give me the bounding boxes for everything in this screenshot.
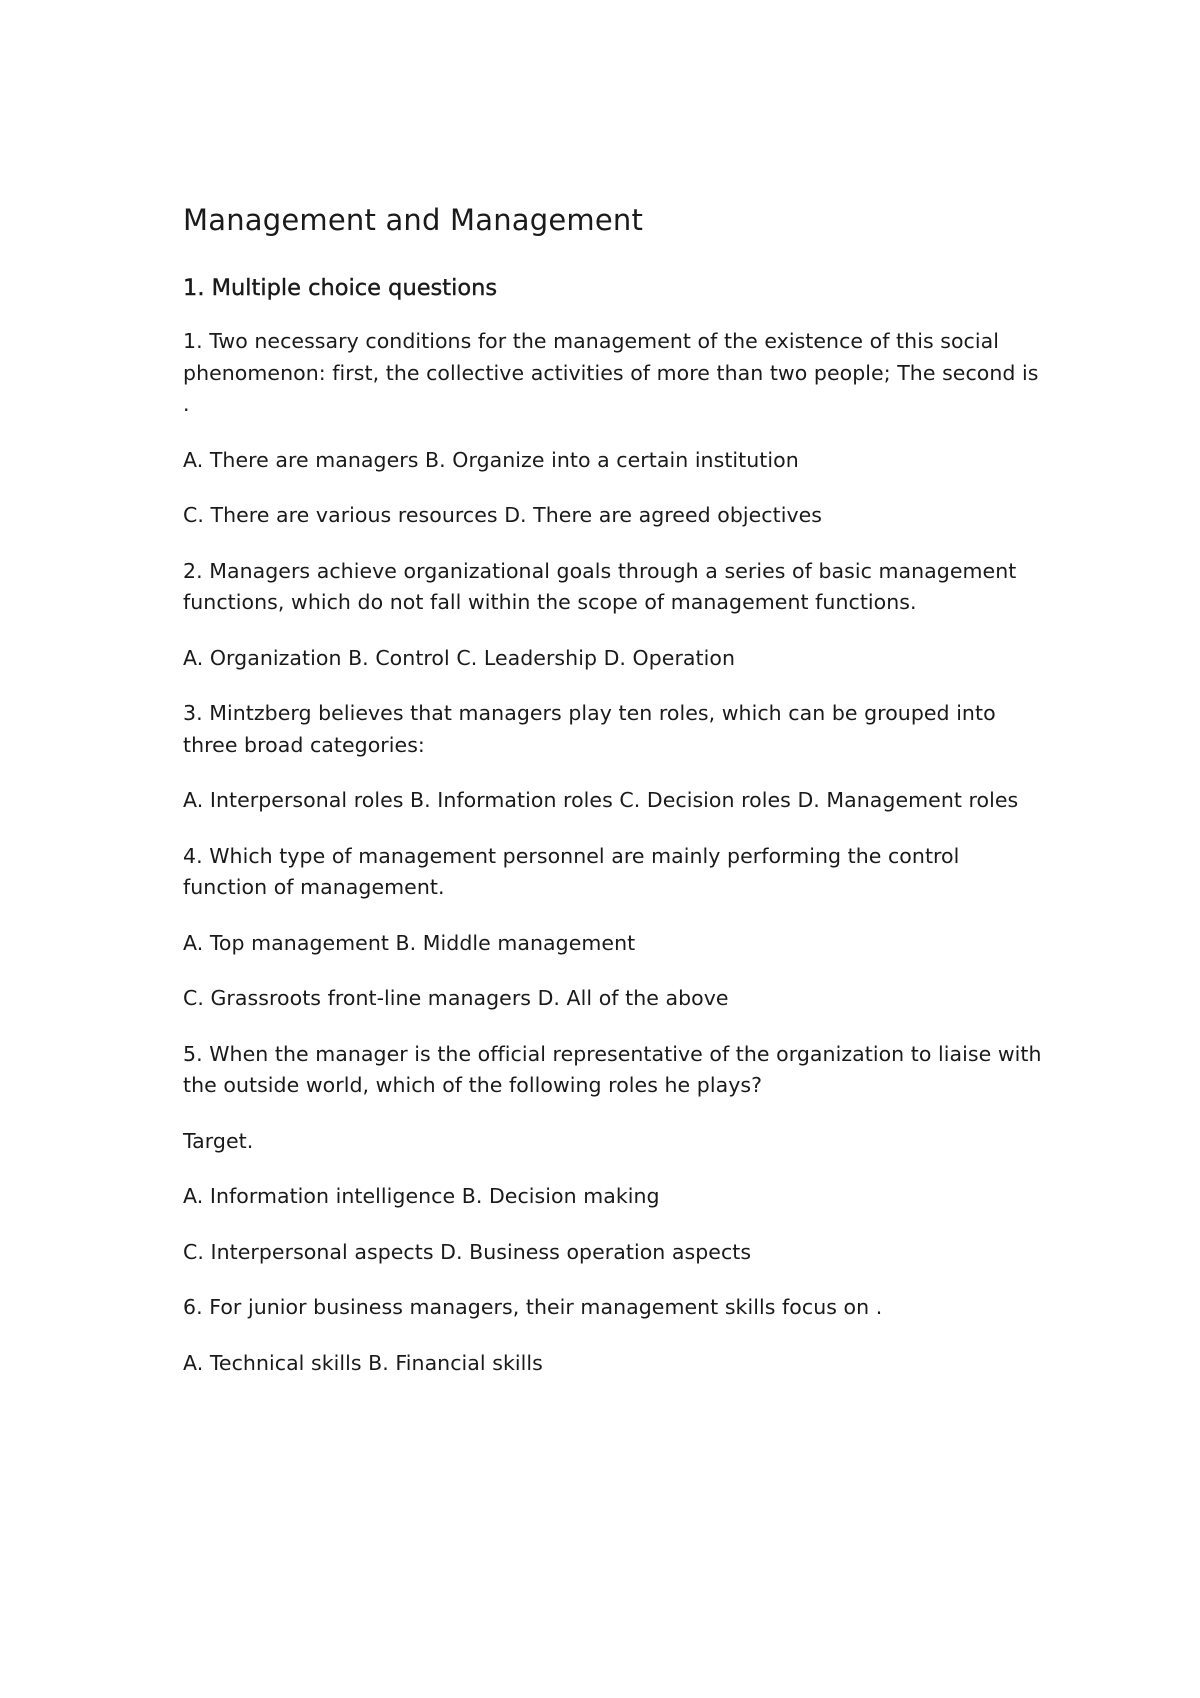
question-6-options-ab: A. Technical skills B. Financial skills <box>183 1350 543 1375</box>
question-5-options-ab: A. Information intelligence B. Decision making <box>183 1184 660 1208</box>
question-4-text: 4. Which type of management personnel are mainly performing the control function of management. <box>183 843 960 899</box>
question-1-options-ab: A. There are managers B. Organize into a certain institution <box>183 447 799 472</box>
question-5-text: 5. When the manager is the official representative of the organization to liaise with the outside world, which of the following roles he plays? <box>183 1041 1042 1097</box>
question-4-options-ab: A. Top management B. Middle management <box>183 930 636 955</box>
document-content <box>183 200 1043 1379</box>
question-3-text: 3. Mintzberg believes that managers play ten roles, which can be grouped into three broad categories: <box>183 701 996 757</box>
question-2-text: 2. Managers achieve organizational goals through a series of basic management functions, which do not fall within the scope of management functions. <box>183 558 1017 614</box>
question-6-text: 6. For junior business managers, their management skills focus on . <box>183 1295 883 1319</box>
question-5-options-cd: C. Interpersonal aspects D. Business operation aspects <box>183 1239 752 1264</box>
document-title: Management and Management <box>183 203 644 237</box>
question-2-options: A. Organization B. Control C. Leadership D. Operation <box>183 645 736 670</box>
question-3-options: A. Interpersonal roles B. Information roles C. Decision roles D. Management roles <box>183 788 1019 812</box>
question-1-text: 1. Two necessary conditions for the management of the existence of this social phenomenon: first, the collective activities of more than two people; The second is . <box>183 329 1039 416</box>
section-heading: 1. Multiple choice questions <box>183 275 498 301</box>
question-5-target: Target. <box>183 1128 254 1153</box>
question-1-options-cd: C. There are various resources D. There are agreed objectives <box>183 503 823 527</box>
question-4-options-cd: C. Grassroots front-line managers D. All of the above <box>183 986 729 1010</box>
